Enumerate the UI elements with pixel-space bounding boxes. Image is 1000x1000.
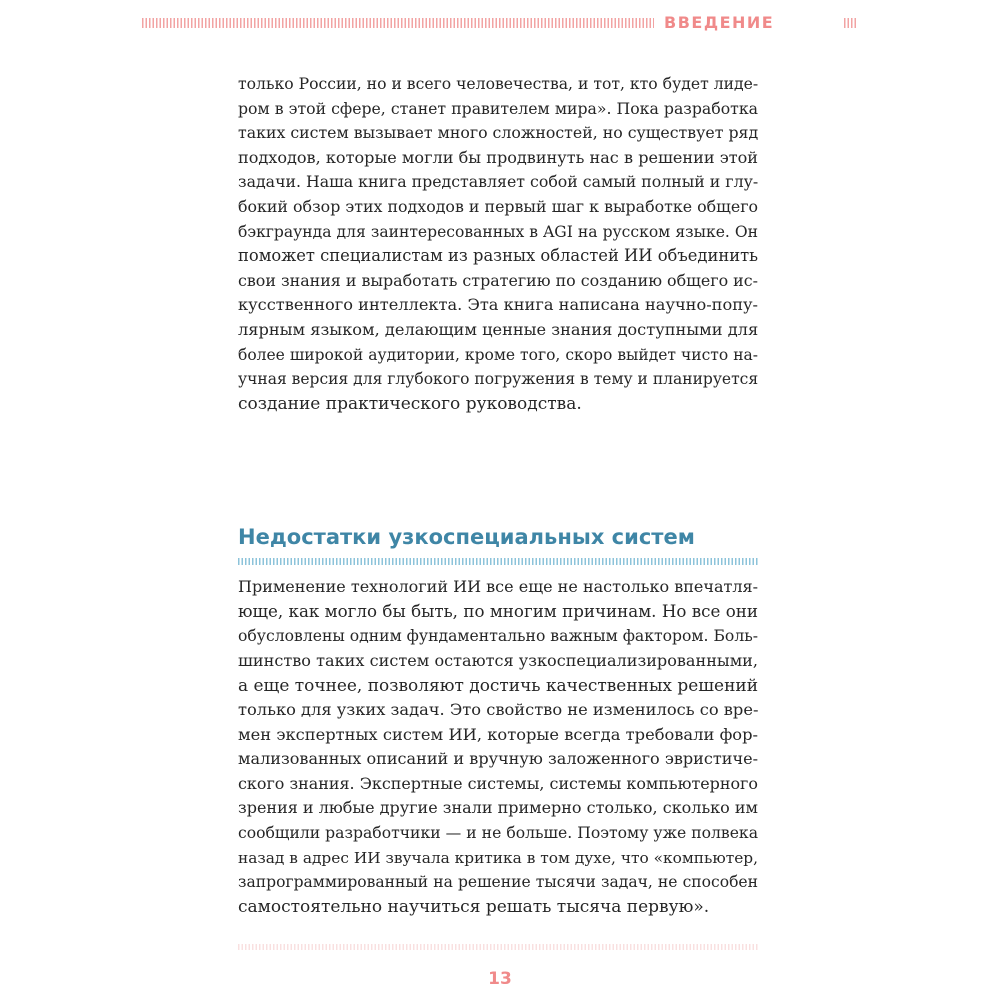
header-dashed-rule-tail xyxy=(844,18,858,28)
paragraph-line: запрограммированный на решение тысячи задач, не способен xyxy=(238,873,758,892)
paragraph-line: учная версия для глубокого погружения в тему и планируется xyxy=(238,370,759,389)
header-dashed-rule xyxy=(142,18,654,28)
paragraph-line: только России, но и всего человечества, и тот, кто будет лиде- xyxy=(238,75,759,93)
paragraph-line: бокий обзор этих подходов и первый шаг к выработке общего xyxy=(238,196,758,216)
paragraph-line: лярным языком, делающим ценные знания доступными для xyxy=(238,319,759,339)
footer-faint-rule xyxy=(238,944,758,950)
paragraph-line: бэкграунда для заинтересованных в AGI на русском языке. Он xyxy=(238,222,758,241)
paragraph-line: поможет специалистам из разных областей ИИ объединить xyxy=(238,246,759,266)
running-header-section-label: ВВЕДЕНИЕ xyxy=(664,13,775,32)
section-heading-dashed-rule xyxy=(238,558,758,565)
paragraph-line: зрения и любые другие знали примерно столько, сколько им xyxy=(238,798,758,818)
paragraph-line: свои знания и выработать стратегию по созданию общего ис- xyxy=(238,270,758,290)
paragraph-line: подходов, которые могли бы продвинуть нас в решении этой xyxy=(238,147,758,167)
paragraph-line: мализованных описаний и вручную заложенного эвристиче- xyxy=(238,749,758,769)
paragraph-line: сообщили разработчики — и не больше. Поэтому уже полвека xyxy=(238,823,758,842)
paragraph-line: ского знания. Экспертные системы, системы компьютерного xyxy=(238,773,758,793)
paragraph-line: ром в этой сфере, станет правителем мира». Пока разработка xyxy=(238,98,758,118)
paragraph-line: юще, как могло бы быть, по многим причинам. Но все они xyxy=(238,601,758,621)
paragraph-line: мен экспертных систем ИИ, которые всегда требовали фор- xyxy=(238,724,758,744)
intro-paragraph xyxy=(238,72,758,416)
paragraph-line: задачи. Наша книга представляет собой самый полный и глу- xyxy=(238,172,759,192)
paragraph-line: более широкой аудитории, кроме того, скоро выйдет чисто на- xyxy=(238,345,758,364)
paragraph-line: таких систем вызывает много сложностей, но существует ряд xyxy=(238,123,759,143)
paragraph-line: Применение технологий ИИ все еще не настолько впечатля- xyxy=(238,577,758,596)
paragraph-line: самостоятельно научиться решать тысяча первую». xyxy=(238,896,710,917)
section-heading: Недостатки узкоспециальных систем xyxy=(238,525,695,549)
section-paragraph xyxy=(238,575,758,919)
paragraph-line: шинство таких систем остаются узкоспециализированными, xyxy=(238,650,758,670)
paragraph-line: только для узких задач. Это свойство не изменилось со вре- xyxy=(238,699,759,719)
page-number: 13 xyxy=(488,969,512,989)
paragraph-line: обусловлены одним фундаментально важным фактором. Боль- xyxy=(238,627,759,646)
paragraph-line: назад в адрес ИИ звучала критика в том духе, что «компьютер, xyxy=(238,848,758,867)
paragraph-line: а еще точнее, позволяют достичь качественных решений xyxy=(238,675,758,696)
paragraph-line: создание практического руководства. xyxy=(238,393,582,414)
paragraph-line: кусственного интеллекта. Эта книга написана научно-попу- xyxy=(238,295,758,315)
